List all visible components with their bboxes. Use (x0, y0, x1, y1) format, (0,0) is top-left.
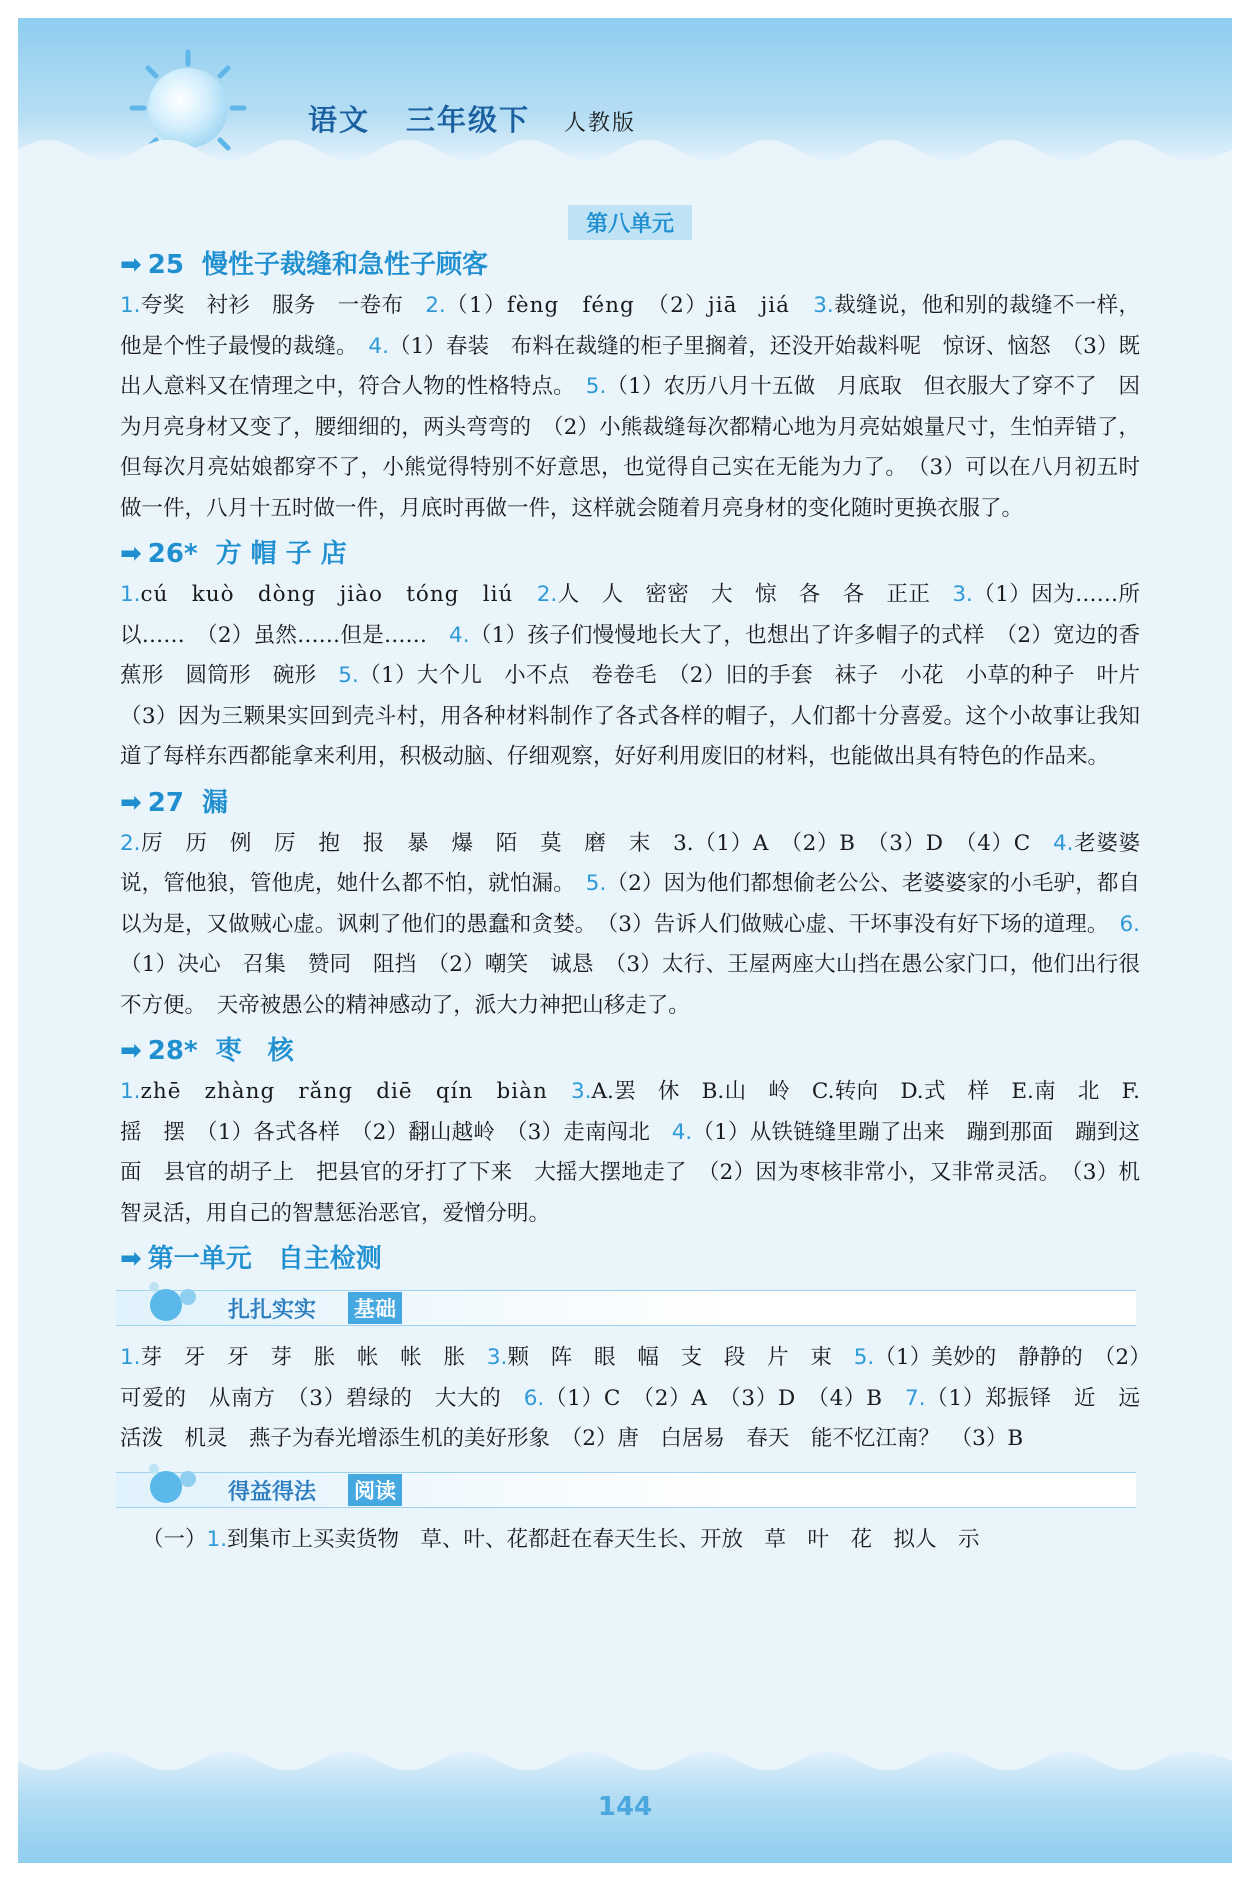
lesson-title: 慢性子裁缝和急性子顾客 (201, 250, 488, 280)
page-number: 144 (597, 1792, 653, 1822)
question-number: 4. (449, 622, 470, 648)
arrow-icon: ➡ (120, 1036, 142, 1066)
question-number: 1. (120, 1345, 141, 1370)
question-number: 4. (368, 333, 389, 359)
question-number: 5. (585, 374, 607, 399)
answer-text: 到集市上买卖货物 草、叶、花都赶在春天生长、开放 草 叶 花 拟人 示 (227, 1526, 980, 1552)
section-banner-basics (116, 1290, 1136, 1326)
question-number: 1. (206, 1526, 228, 1552)
lesson-number: 25 (147, 250, 184, 280)
question-number: 3. (486, 1345, 508, 1370)
answer-text: （1）农历八月十五做 月底取 但衣服大了穿不了 因为月亮身材又变了，腰细细的，两头弯弯的 （2）小熊裁缝每次都精心地为月亮姑娘量尺寸，生怕弄错了，但每次月亮姑娘都穿不了，小熊觉得特别不好意思，也觉得自己实在无能为力了。 （3）可以在八月初五时做一件，八月十五时做一件，月底时再做一件，这样就会随着月亮身材的变化随时更换衣服了。 (120, 374, 1140, 521)
arrow-icon: ➡ (120, 250, 142, 280)
grade-label: 三年级下 (406, 103, 531, 137)
lesson-number: 27 (147, 787, 184, 818)
lesson-heading (120, 246, 1140, 284)
answer-text: （1）郑振铎 近 远 活泼 机灵 燕子为春光增添生机的美好形象 （2）唐 白居易 春天 能不忆江南？ （3）B (120, 1385, 1162, 1451)
question-number: 7. (905, 1385, 926, 1411)
lesson-number: 28* (147, 1036, 198, 1066)
answer-text: 芽 牙 牙 芽 胀 帐 帐 胀 (140, 1345, 487, 1370)
lesson-heading (120, 1032, 1140, 1070)
question-number: 5. (338, 663, 359, 688)
lesson-answers (120, 575, 1162, 778)
answer-text: 老婆婆说，管他狼，管他虎，她什么都不怕，就怕漏。 (120, 830, 1140, 896)
lesson-heading (120, 535, 1140, 573)
header-wave-decoration (18, 128, 1232, 168)
answer-text: 裁缝说，他和别的裁缝不一样，他是个性子最慢的裁缝。 (120, 293, 1140, 359)
question-number: 3. (813, 293, 834, 318)
banner-title: 扎扎实实 (228, 1298, 317, 1323)
answer-text: 人 人 密密 大 惊 各 各 正正 (557, 582, 953, 607)
answer-text: 颗 阵 眼 幅 支 段 片 束 (507, 1345, 854, 1370)
arrow-icon: ➡ (120, 787, 142, 818)
answer-text: （1）C （2）A （3）D （4）B (544, 1385, 906, 1411)
footer-wave-decoration (18, 1745, 1232, 1781)
test-answers-basics (120, 1338, 1162, 1460)
lesson-answers (120, 824, 1140, 1027)
lesson-title: 枣 核 (215, 1036, 294, 1066)
test-section-heading (120, 1240, 1140, 1278)
unit-title: 第八单元 (120, 205, 1140, 240)
edition-label: 人教版 (564, 111, 637, 136)
arrow-icon: ➡ (120, 1244, 142, 1274)
question-number: 6. (523, 1385, 545, 1411)
answer-text: 厉 历 例 厉 抱 报 暴 爆 陌 莫 磨 末 3.（1）A （2）B （3）D （4）C (140, 830, 1053, 856)
question-number: 3. (952, 582, 973, 607)
banner-title: 得益得法 (228, 1479, 317, 1505)
answer-text: （1）从铁链缝里蹦了出来 蹦到那面 蹦到这面 县官的胡子上 把县官的牙打了下来 大摇大摆地走了 （2）因为枣核非常小，又非常灵活。 （3）机智灵活，用自己的智慧惩治恶官，爱憎分明。 (120, 1119, 1140, 1226)
lesson-title: 方 帽 子 店 (215, 539, 347, 569)
arrow-icon: ➡ (120, 539, 142, 569)
lesson-answers (120, 286, 1140, 529)
question-number: 1. (120, 1079, 141, 1104)
section-banner-reading (116, 1472, 1136, 1508)
question-number: 3. (571, 1079, 592, 1104)
bubbles-icon (144, 1279, 204, 1329)
answer-content (120, 205, 1162, 1560)
question-number: 2. (425, 293, 446, 318)
answer-text: （1）美妙的 静静的 （2）可爱的 从南方 （3）碧绿的 大大的 (120, 1345, 1140, 1411)
question-number: 4. (1052, 830, 1074, 856)
lesson-answers (120, 1072, 1140, 1234)
part-label: （一） (142, 1526, 207, 1552)
question-number: 6. (1119, 911, 1140, 937)
answer-text: （1）fèng féng （2）jiā jiá (445, 293, 814, 318)
test-section-title: 第一单元 自主检测 (147, 1244, 382, 1274)
question-number: 2. (120, 830, 141, 856)
answer-text: （2）因为他们都想偷老公公、老婆婆家的小毛驴，都自以为是，又做贼心虚。讽刺了他们的愚蠢和贪婪。 （3）告诉人们做贼心虚、干坏事没有好下场的道理。 (120, 871, 1140, 937)
answer-text: （1）春装 布料在裁缝的柜子里搁着，还没开始裁料呢 惊讶、恼怒 （3）既出人意料又在情理之中，符合人物的性格特点。 (120, 333, 1140, 399)
lesson-heading (120, 784, 1140, 822)
question-number: 4. (671, 1119, 693, 1145)
question-number: 1. (120, 582, 141, 607)
subject-label: 语文 (308, 103, 371, 137)
answer-text: cú kuò dòng jiào tóng liú (140, 582, 537, 607)
answer-text: （1）孩子们慢慢地长大了，也想出了许多帽子的式样 （2）宽边的香蕉形 圆筒形 碗形 (120, 622, 1140, 688)
bubbles-icon (144, 1461, 204, 1511)
answer-text: zhē zhàng rǎng diē qín biàn (140, 1079, 571, 1104)
answer-text: （1）大个儿 小不点 卷卷毛 （2）旧的手套 袜子 小花 小草的种子 叶片 （3）因为三颗果实回到壳斗村，用各种材料制作了各式各样的帽子，人们都十分喜爱。这个小故事让我知道了每样东西都能拿来利用，积极动脑、仔细观察，好好利用废旧的材料，也能做出具有特色的作品来。 (120, 663, 1162, 769)
question-number: 1. (120, 293, 141, 318)
question-number: 5. (585, 871, 607, 896)
answer-text: 夸奖 衬衫 服务 一卷布 (140, 293, 426, 318)
answer-text: （1）决心 召集 赞同 阻挡 （2）嘲笑 诚恳 （3）太行、王屋两座大山挡在愚公家门口，他们出行很不方便。 天帝被愚公的精神感动了，派大力神把山移走了。 (120, 952, 1140, 1018)
banner-tag: 阅读 (348, 1474, 402, 1506)
answer-text: A.罢 休 B.山 岭 C.转向 D.式 样 E.南 北 F.摇 摆 （1）各式各样 （2）翻山越岭 （3）走南闯北 (120, 1079, 1140, 1145)
answer-text: （1）因为……所以…… （2）虽然……但是…… (120, 582, 1140, 648)
lesson-number: 26* (147, 539, 198, 569)
page-header (18, 18, 1232, 168)
lesson-title: 漏 (201, 787, 228, 818)
test-answers-reading (120, 1520, 1140, 1561)
question-number: 2. (536, 582, 558, 607)
question-number: 5. (853, 1345, 875, 1370)
banner-tag: 基础 (348, 1292, 402, 1324)
